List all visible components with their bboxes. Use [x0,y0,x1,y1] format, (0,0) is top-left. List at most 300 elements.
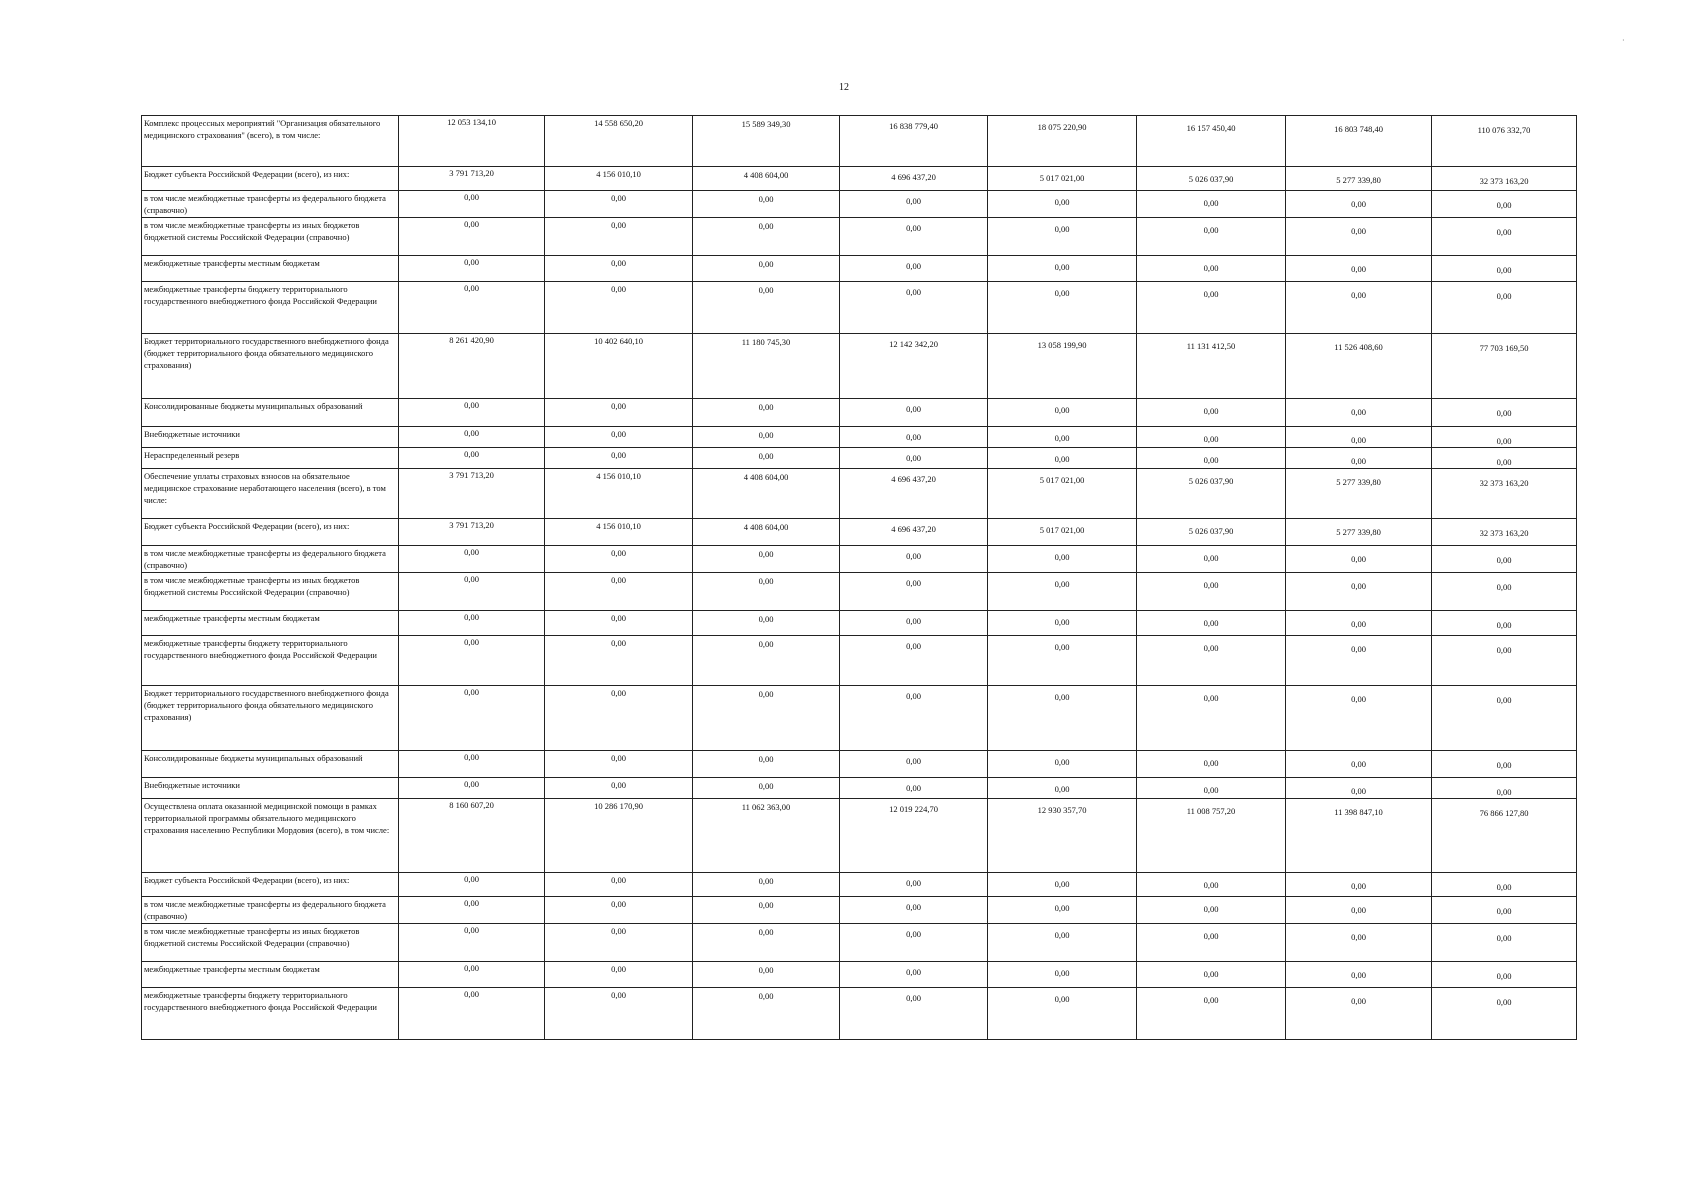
cell-value: 76 866 127,80 [1479,808,1529,818]
value-cell [1432,873,1577,897]
page-number: 12 [839,82,849,93]
value-cell [1432,334,1577,399]
cell-value: 0,00 [611,688,626,698]
table-row [142,191,1577,218]
cell-value: 5 026 037,90 [1188,476,1234,486]
value-cell [399,924,545,962]
value-cell [693,116,840,167]
cell-value: 0,00 [758,402,774,412]
cell-value: 0,00 [906,432,921,442]
value-cell [1137,573,1286,611]
cell-value: 0,00 [758,965,774,975]
cell-value: 11 008 757,20 [1186,806,1236,816]
row-label: межбюджетные трансферты бюджету территориального государственного внебюджетного фонда Российской Федерации [142,988,399,1040]
value-cell [545,924,693,962]
table-row [142,751,1577,778]
value-cell [545,611,693,636]
table-row [142,873,1577,897]
value-cell [1432,751,1577,778]
row-label: Обеспечение уплаты страховых взносов на обязательное медицинское страхование неработающего населения (всего), в том числе: [142,469,399,519]
value-cell [1286,636,1432,686]
value-cell [1137,519,1286,546]
cell-value: 0,00 [1351,581,1366,591]
cell-value: 0,00 [758,689,774,699]
value-cell [545,218,693,256]
cell-value: 11 131 412,50 [1186,341,1236,351]
cell-value: 0,00 [1496,787,1512,797]
cell-value: 0,00 [1203,434,1219,444]
cell-value: 4 408 604,00 [743,522,789,532]
cell-value: 0,00 [1203,931,1219,941]
value-cell [693,167,840,191]
value-cell [1137,686,1286,751]
cell-value: 0,00 [1351,881,1366,891]
value-cell [545,334,693,399]
value-cell [988,636,1137,686]
cell-value: 5 017 021,00 [1039,475,1085,485]
cell-value: 0,00 [1496,582,1512,592]
row-label: в том числе межбюджетные трансферты из федерального бюджета (справочно) [142,191,399,218]
value-cell [988,334,1137,399]
value-cell [399,751,545,778]
value-cell [1432,519,1577,546]
cell-value: 4 696 437,20 [891,474,936,484]
cell-value: 0,00 [611,753,626,763]
cell-value: 0,00 [758,221,774,231]
value-cell [988,799,1137,873]
value-cell [1286,334,1432,399]
value-cell [840,427,988,448]
cell-value: 77 703 169,50 [1479,343,1529,353]
value-cell [1286,399,1432,427]
value-cell [840,448,988,469]
cell-value: 3 791 713,20 [449,520,494,530]
cell-value: 0,00 [1351,905,1366,915]
value-cell [1137,256,1286,282]
cell-value: 0,00 [611,575,626,585]
cell-value: 0,00 [1351,970,1366,980]
value-cell [399,427,545,448]
row-label: в том числе межбюджетные трансферты из иных бюджетов бюджетной системы Российской Федерации (справочно) [142,573,399,611]
value-cell [1432,686,1577,751]
value-cell [545,191,693,218]
table-row [142,256,1577,282]
cell-value: 0,00 [611,220,626,230]
cell-value: 16 838 779,40 [889,121,938,131]
cell-value: 0,00 [1054,552,1070,562]
cell-value: 0,00 [1203,198,1219,208]
cell-value: 0,00 [906,641,921,651]
cell-value: 0,00 [611,899,626,909]
cell-value: 0,00 [1203,406,1219,416]
value-cell [399,167,545,191]
cell-value: 0,00 [1054,784,1070,794]
value-cell [840,873,988,897]
value-cell [545,799,693,873]
cell-value: 0,00 [1351,932,1366,942]
value-cell [545,427,693,448]
cell-value: 0,00 [1054,197,1070,207]
value-cell [1137,469,1286,519]
cell-value: 0,00 [1054,224,1070,234]
value-cell [1286,218,1432,256]
row-label: Бюджет субъекта Российской Федерации (всего), из них: [142,873,399,897]
cell-value: 0,00 [611,613,626,623]
row-label: Консолидированные бюджеты муниципальных образований [142,399,399,427]
cell-value: 12 930 357,70 [1037,805,1087,815]
cell-value: 0,00 [1203,618,1219,628]
value-cell [840,191,988,218]
value-cell [988,282,1137,334]
cell-value: 0,00 [758,549,774,559]
value-cell [1286,897,1432,924]
cell-value: 0,00 [906,783,921,793]
cell-value: 4 696 437,20 [891,172,936,182]
value-cell [1432,448,1577,469]
cell-value: 0,00 [1054,757,1070,767]
row-label: межбюджетные трансферты местным бюджетам [142,611,399,636]
cell-value: 0,00 [1203,969,1219,979]
cell-value: 0,00 [1496,436,1512,446]
cell-value: 0,00 [906,404,921,414]
value-cell [988,256,1137,282]
cell-value: 0,00 [1054,617,1070,627]
cell-value: 8 160 607,20 [449,800,494,810]
value-cell [1286,686,1432,751]
cell-value: 0,00 [611,964,626,974]
cell-value: 0,00 [464,989,479,999]
value-cell [1432,399,1577,427]
value-cell [840,546,988,573]
value-cell [988,573,1137,611]
cell-value: 0,00 [1496,882,1512,892]
cell-value: 0,00 [1351,694,1366,704]
value-cell [1286,167,1432,191]
value-cell [399,256,545,282]
cell-value: 0,00 [758,194,774,204]
table-row [142,778,1577,799]
table-row [142,399,1577,427]
value-cell [988,191,1137,218]
cell-value: 12 142 342,20 [889,339,938,349]
table-row [142,546,1577,573]
value-cell [545,399,693,427]
cell-value: 0,00 [1203,693,1219,703]
cell-value: 0,00 [758,576,774,586]
cell-value: 0,00 [1203,880,1219,890]
cell-value: 0,00 [1496,906,1512,916]
value-cell [693,778,840,799]
value-cell [988,778,1137,799]
cell-value: 0,00 [464,963,479,973]
cell-value: 0,00 [1203,289,1219,299]
cell-value: 0,00 [1496,291,1512,301]
table-row [142,167,1577,191]
value-cell [1286,282,1432,334]
value-cell [1286,448,1432,469]
value-cell [1432,897,1577,924]
value-cell [840,519,988,546]
value-cell [1137,334,1286,399]
cell-value: 0,00 [906,616,921,626]
cell-value: 0,00 [1496,457,1512,467]
cell-value: 110 076 332,70 [1477,125,1531,135]
cell-value: 0,00 [611,401,626,411]
value-cell [693,897,840,924]
cell-value: 0,00 [1351,759,1366,769]
cell-value: 16 803 748,40 [1334,124,1383,134]
cell-value: 5 277 339,80 [1336,477,1381,487]
cell-value: 0,00 [758,900,774,910]
cell-value: 0,00 [906,691,921,701]
value-cell [840,256,988,282]
table-row [142,116,1577,167]
value-cell [1286,546,1432,573]
value-cell [988,448,1137,469]
value-cell [840,897,988,924]
value-cell [1432,573,1577,611]
row-label: в том числе межбюджетные трансферты из федерального бюджета (справочно) [142,546,399,573]
value-cell [399,282,545,334]
value-cell [1137,988,1286,1040]
value-cell [1286,778,1432,799]
value-cell [988,167,1137,191]
cell-value: 0,00 [1054,879,1070,889]
cell-value: 0,00 [758,451,774,461]
value-cell [1286,988,1432,1040]
cell-value: 0,00 [611,926,626,936]
value-cell [545,962,693,988]
row-label: в том числе межбюджетные трансферты из иных бюджетов бюджетной системы Российской Федерации (справочно) [142,924,399,962]
value-cell [399,873,545,897]
value-cell [545,546,693,573]
value-cell [840,282,988,334]
value-cell [1432,988,1577,1040]
cell-value: 0,00 [464,874,479,884]
cell-value: 0,00 [1496,997,1512,1007]
value-cell [545,448,693,469]
value-cell [1286,191,1432,218]
value-cell [840,924,988,962]
cell-value: 0,00 [1351,290,1366,300]
cell-value: 4 156 010,10 [596,521,641,531]
cell-value: 0,00 [1203,225,1219,235]
value-cell [693,427,840,448]
value-cell [399,573,545,611]
value-cell [693,256,840,282]
value-cell [1432,167,1577,191]
value-cell [693,686,840,751]
cell-value: 0,00 [1351,996,1366,1006]
cell-value: 15 589 349,30 [741,119,791,129]
cell-value: 0,00 [1203,553,1219,563]
value-cell [840,686,988,751]
value-cell [693,519,840,546]
value-cell [399,191,545,218]
value-cell [1137,116,1286,167]
value-cell [693,611,840,636]
value-cell [545,469,693,519]
value-cell [988,686,1137,751]
cell-value: 0,00 [1351,644,1366,654]
cell-value: 0,00 [1351,199,1366,209]
value-cell [1286,962,1432,988]
cell-value: 0,00 [464,219,479,229]
cell-value: 0,00 [758,430,774,440]
value-cell [1432,636,1577,686]
cell-value: 4 156 010,10 [596,471,641,481]
value-cell [693,636,840,686]
cell-value: 0,00 [464,752,479,762]
cell-value: 0,00 [906,578,921,588]
cell-value: 3 791 713,20 [449,168,494,178]
table-row [142,636,1577,686]
cell-value: 4 156 010,10 [596,169,641,179]
cell-value: 18 075 220,90 [1037,122,1087,132]
cell-value: 0,00 [611,990,626,1000]
cell-value: 0,00 [1054,903,1070,913]
value-cell [1137,282,1286,334]
value-cell [545,686,693,751]
value-cell [399,519,545,546]
cell-value: 10 402 640,10 [594,336,643,346]
value-cell [1137,448,1286,469]
cell-value: 4 696 437,20 [891,524,936,534]
cell-value: 0,00 [1054,930,1070,940]
table-row [142,334,1577,399]
cell-value: 0,00 [611,258,626,268]
cell-value: 0,00 [1203,643,1219,653]
cell-value: 0,00 [1203,263,1219,273]
value-cell [988,988,1137,1040]
cell-value: 0,00 [1351,226,1366,236]
value-cell [1137,546,1286,573]
cell-value: 5 017 021,00 [1039,525,1085,535]
table-row [142,427,1577,448]
corner-mark: · [1622,36,1625,45]
row-label: межбюджетные трансферты местным бюджетам [142,256,399,282]
value-cell [399,636,545,686]
value-cell [399,611,545,636]
value-cell [545,519,693,546]
value-cell [545,751,693,778]
value-cell [1432,469,1577,519]
value-cell [1137,399,1286,427]
value-cell [1137,751,1286,778]
value-cell [840,636,988,686]
cell-value: 5 277 339,80 [1336,175,1381,185]
cell-value: 0,00 [1054,288,1070,298]
value-cell [1286,924,1432,962]
cell-value: 0,00 [1203,995,1219,1005]
value-cell [693,191,840,218]
value-cell [1286,751,1432,778]
value-cell [988,611,1137,636]
value-cell [988,897,1137,924]
value-cell [840,962,988,988]
value-cell [840,218,988,256]
value-cell [1286,873,1432,897]
value-cell [1432,611,1577,636]
cell-value: 8 261 420,90 [449,335,494,345]
value-cell [399,448,545,469]
value-cell [693,218,840,256]
value-cell [1137,962,1286,988]
row-label: Внебюджетные источники [142,427,399,448]
value-cell [1432,256,1577,282]
cell-value: 0,00 [906,453,921,463]
value-cell [1286,256,1432,282]
cell-value: 0,00 [1496,408,1512,418]
cell-value: 0,00 [1203,580,1219,590]
row-label: Осуществлена оплата оказанной медицинской помощи в рамках территориальной программы обязательного медицинского страхования населению Республики Мордовия (всего), в том числе: [142,799,399,873]
value-cell [545,167,693,191]
value-cell [840,751,988,778]
row-label: Бюджет территориального государственного внебюджетного фонда (бюджет территориального фонда обязательного медицинского страхования) [142,334,399,399]
value-cell [693,334,840,399]
cell-value: 0,00 [1203,904,1219,914]
cell-value: 0,00 [1054,692,1070,702]
value-cell [1137,191,1286,218]
cell-value: 0,00 [1203,758,1219,768]
cell-value: 0,00 [1496,645,1512,655]
cell-value: 0,00 [611,450,626,460]
table-row [142,962,1577,988]
cell-value: 0,00 [1054,994,1070,1004]
value-cell [840,116,988,167]
cell-value: 0,00 [906,756,921,766]
value-cell [1137,611,1286,636]
value-cell [1432,282,1577,334]
value-cell [693,799,840,873]
cell-value: 0,00 [464,257,479,267]
value-cell [988,399,1137,427]
cell-value: 32 373 163,20 [1479,528,1529,538]
value-cell [399,116,545,167]
cell-value: 11 526 408,60 [1334,342,1383,352]
table-row [142,519,1577,546]
row-label: Консолидированные бюджеты муниципальных образований [142,751,399,778]
cell-value: 16 157 450,40 [1186,123,1236,133]
row-label: Бюджет субъекта Российской Федерации (всего), из них: [142,519,399,546]
row-label: в том числе межбюджетные трансферты из федерального бюджета (справочно) [142,897,399,924]
cell-value: 0,00 [611,429,626,439]
row-label: межбюджетные трансферты бюджету территориального государственного внебюджетного фонда Российской Федерации [142,282,399,334]
value-cell [399,399,545,427]
value-cell [1137,636,1286,686]
table-row [142,924,1577,962]
cell-value: 4 408 604,00 [743,170,789,180]
value-cell [693,546,840,573]
cell-value: 0,00 [464,283,479,293]
value-cell [1432,799,1577,873]
cell-value: 0,00 [464,574,479,584]
value-cell [1432,778,1577,799]
cell-value: 0,00 [758,927,774,937]
value-cell [840,988,988,1040]
value-cell [840,778,988,799]
cell-value: 0,00 [1496,933,1512,943]
value-cell [693,399,840,427]
value-cell [988,873,1137,897]
value-cell [545,988,693,1040]
cell-value: 11 398 847,10 [1334,807,1383,817]
cell-value: 0,00 [906,929,921,939]
cell-value: 0,00 [611,780,626,790]
cell-value: 11 180 745,30 [741,337,791,347]
cell-value: 0,00 [1351,456,1366,466]
cell-value: 0,00 [464,687,479,697]
